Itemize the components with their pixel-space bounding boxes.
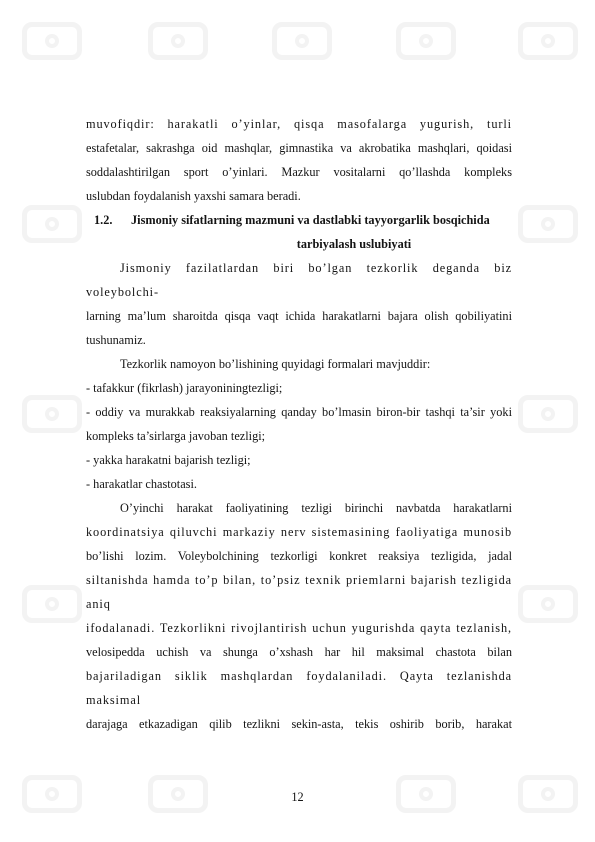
watermark-icon xyxy=(518,22,578,60)
text-line: koordinatsiya qiluvchi markaziy nerv sistemasining faoliyatiga munosib xyxy=(86,525,512,539)
watermark-icon xyxy=(272,22,332,60)
text-line: velosipedda uchish va shunga o’xshash har hil maksimal chastota bilan xyxy=(86,645,512,659)
watermark-icon xyxy=(518,395,578,433)
forms-intro: Tezkorlik namoyon bo’lishining quyidagi formalari mavjuddir: xyxy=(120,357,431,371)
list-item-continued: kompleks ta’sirlarga javoban tezligi; xyxy=(86,429,266,443)
text-line: muvofiqdir: harakatli o’yinlar, qisqa masofalarga yugurish, turli xyxy=(86,117,512,131)
watermark-icon xyxy=(22,22,82,60)
paragraph-main xyxy=(86,496,512,736)
list-item: - yakka harakatni bajarish tezligi; xyxy=(86,453,251,467)
watermark-icon xyxy=(518,585,578,623)
list-item: - oddiy va murakkab reaksiyalarning qanday bo’lmasin biron-bir tashqi ta’sir yoki xyxy=(86,405,512,419)
text-line: Jismoniy fazilatlardan biri bo’lgan tezkorlik deganda biz voleybolchi- xyxy=(86,261,512,299)
watermark-icon xyxy=(22,205,82,243)
text-line: ifodalanadi. Tezkorlikni rivojlantirish uchun yugurishda qayta tezlanish, xyxy=(86,621,512,635)
text-line: bo’lishi lozim. Voleybolchining tezkorligi konkret reaksiya tezligida, jadal xyxy=(86,549,512,563)
section-number: 1.2. xyxy=(94,213,113,227)
watermark-icon xyxy=(22,585,82,623)
watermark-icon xyxy=(22,395,82,433)
page-body xyxy=(86,112,512,736)
section-title-continued: tarbiyalash uslubiyati xyxy=(296,237,412,251)
watermark-icon xyxy=(148,22,208,60)
watermark-icon xyxy=(518,205,578,243)
text-line: tushunamiz. xyxy=(86,333,146,347)
section-heading xyxy=(86,208,512,256)
text-line: uslubdan foydalanish yaxshi samara beradi. xyxy=(86,189,301,203)
forms-list xyxy=(86,376,512,496)
text-line: estafetalar, sakrashga oid mashqlar, gimnastika va akrobatika mashqlari, qoidasi xyxy=(86,141,512,155)
text-line: larning ma’lum sharoitda qisqa vaqt ichida harakatlarni bajara olish qobiliyatini xyxy=(86,309,512,323)
page-number: 12 xyxy=(291,790,304,804)
paragraph-top xyxy=(86,112,512,208)
text-line: soddalashtirilgan sport o’yinlari. Mazkur vositalarni qo’llashda kompleks xyxy=(86,165,512,179)
paragraph-intro xyxy=(86,256,512,352)
list-item: - tafakkur (fikrlash) jarayoniningtezligi; xyxy=(86,381,283,395)
section-title: Jismoniy sifatlarning mazmuni va dastlabki tayyorgarlik bosqichida xyxy=(131,213,490,227)
text-line: siltanishda hamda to’p bilan, to’psiz texnik priemlarni bajarish tezligida aniq xyxy=(86,573,512,611)
watermark-icon xyxy=(396,22,456,60)
text-line: bajariladigan siklik mashqlardan foydalaniladi. Qayta tezlanishda maksimal xyxy=(86,669,512,707)
text-line: O’yinchi harakat faoliyatining tezligi birinchi navbatda harakatlarni xyxy=(120,501,512,515)
list-item: - harakatlar chastotasi. xyxy=(86,477,197,491)
text-line: darajaga etkazadigan qilib tezlikni sekin-asta, tekis oshirib borib, harakat xyxy=(86,717,512,731)
